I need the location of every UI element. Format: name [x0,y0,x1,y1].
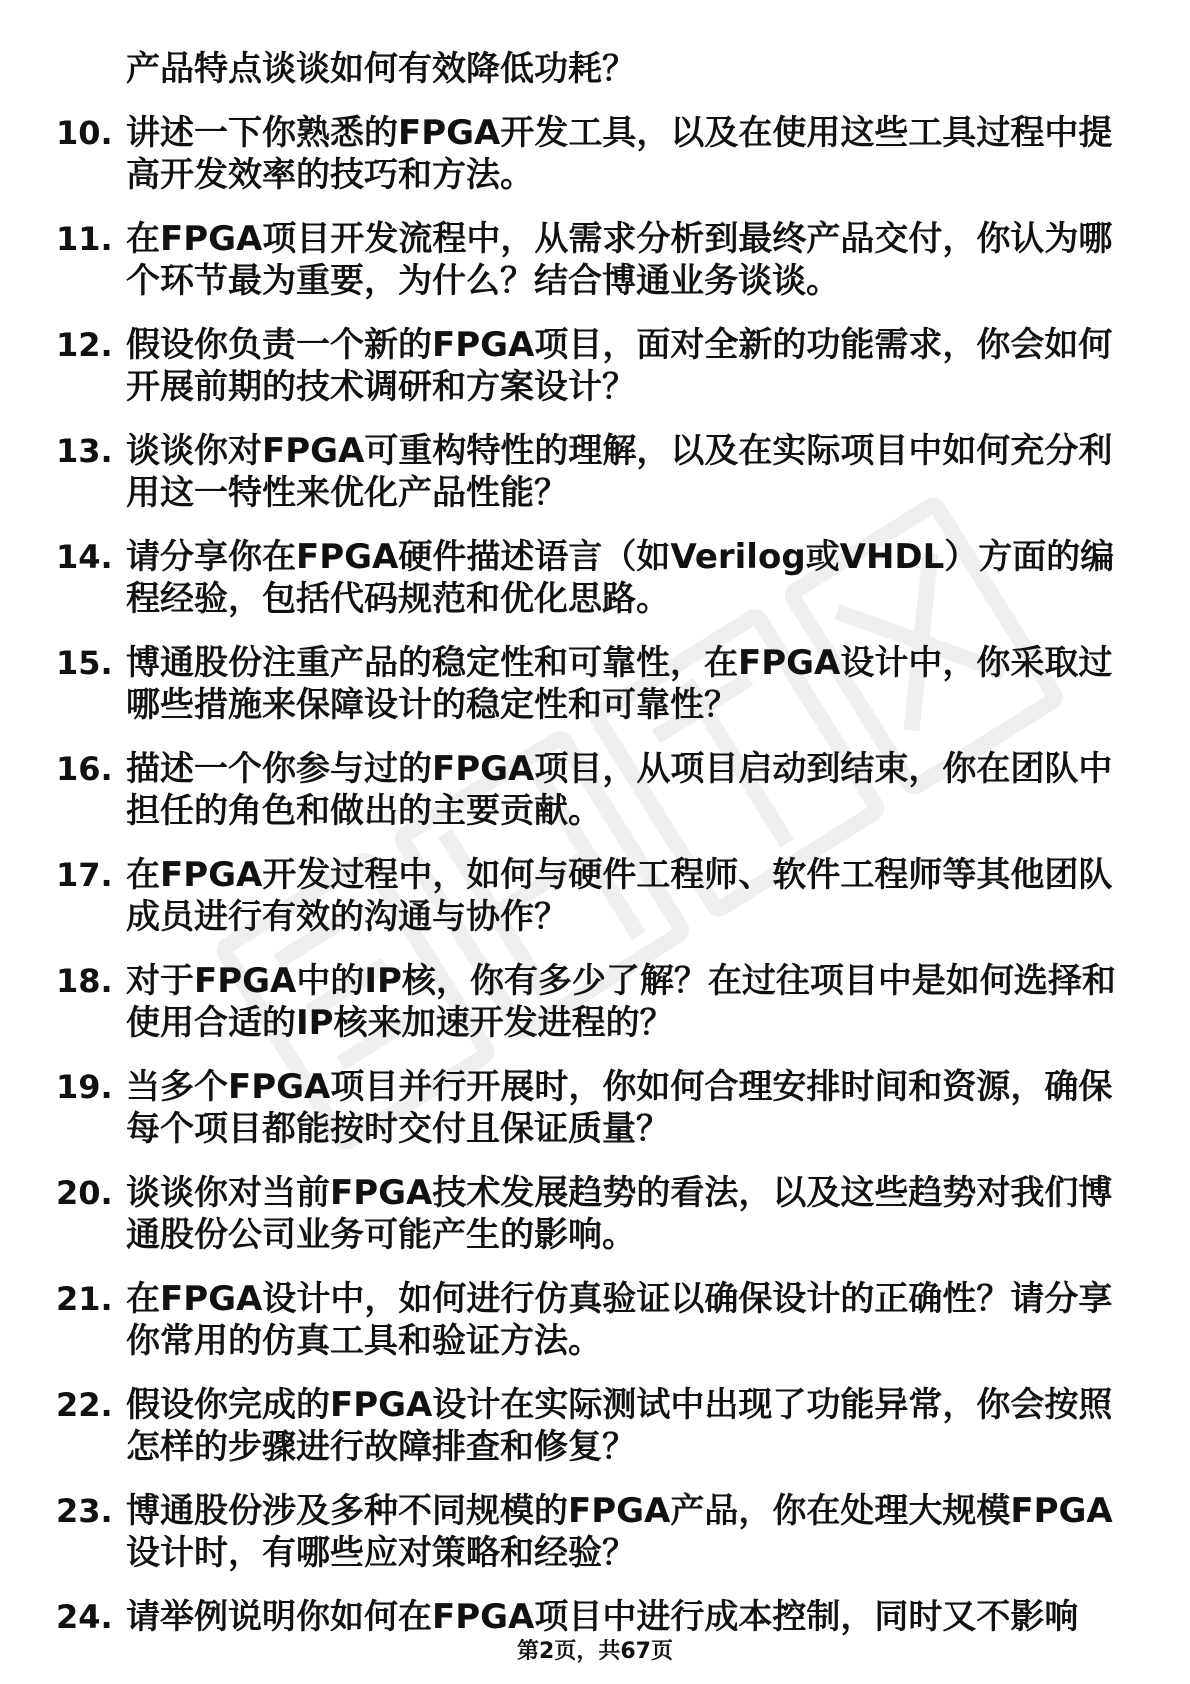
list-item [0,112,1190,196]
item-text: 博通股份注重产品的稳定性和可靠性，在FPGA设计中，你采取过哪些措施来保障设计的稳定性和可靠性？ [126,643,1113,725]
page-number: 第2页，共67页 [517,1639,673,1664]
item-number: 17. [56,856,113,894]
item-text: 请分享你在FPGA硬件描述语言（如Verilog或VHDL）方面的编程经验，包括代码规范和优化思路。 [126,537,1115,619]
list-item [0,324,1190,408]
list-item [0,1596,1190,1638]
item-text: 谈谈你对FPGA可重构特性的理解，以及在实际项目中如何充分利用这一特性来优化产品性能？ [126,431,1113,513]
item-text: 假设你完成的FPGA设计在实际测试中出现了功能异常，你会按照怎样的步骤进行故障排查和修复？ [126,1385,1113,1467]
item-number: 20. [56,1174,113,1212]
list-item [0,430,1190,514]
item-text: 博通股份涉及多种不同规模的FPGA产品，你在处理大规模FPGA设计时，有哪些应对策略和经验？ [126,1491,1113,1573]
item-text: 对于FPGA中的IP核，你有多少了解？在过往项目中是如何选择和使用合适的IP核来加速开发进程的？ [126,961,1116,1043]
item-number: 14. [56,538,113,576]
item-text: 当多个FPGA项目并行开展时，你如何合理安排时间和资源，确保每个项目都能按时交付且保证质量？ [126,1067,1113,1149]
list-item [0,536,1190,620]
list-item [0,748,1190,832]
item-number: 15. [56,644,113,682]
item-number: 21. [56,1280,113,1318]
list-item [0,1278,1190,1362]
item-text: 讲述一下你熟悉的FPGA开发工具，以及在使用这些工具过程中提高开发效率的技巧和方法。 [126,113,1113,195]
item-text: 在FPGA项目开发流程中，从需求分析到最终产品交付，你认为哪个环节最为重要，为什么？结合博通业务谈谈。 [126,219,1113,301]
item-text: 在FPGA设计中，如何进行仿真验证以确保设计的正确性？请分享你常用的仿真工具和验证方法。 [126,1279,1113,1361]
list-item [0,1384,1190,1468]
list-item [0,960,1190,1044]
list-item [0,854,1190,938]
item-number: 10. [56,114,113,152]
item-number: 22. [56,1386,113,1424]
list-item [0,218,1190,302]
list-item [0,1066,1190,1150]
list-item [0,1490,1190,1574]
list-item [0,1172,1190,1256]
item-number: 12. [56,326,113,364]
item-number: 18. [56,962,113,1000]
list-item [0,642,1190,726]
item-text: 在FPGA开发过程中，如何与硬件工程师、软件工程师等其他团队成员进行有效的沟通与协作？ [126,855,1113,937]
item-number: 24. [56,1598,113,1636]
item-number: 23. [56,1492,113,1530]
item-number: 19. [56,1068,113,1106]
item-text: 假设你负责一个新的FPGA项目，面对全新的功能需求，你会如何开展前期的技术调研和方案设计？ [126,325,1113,407]
item-text: 谈谈你对当前FPGA技术发展趋势的看法，以及这些趋势对我们博通股份公司业务可能产生的影响。 [126,1173,1113,1255]
item-number: 13. [56,432,113,470]
item-text: 请举例说明你如何在FPGA项目中进行成本控制，同时又不影响 [126,1597,1079,1637]
question-list [0,48,1190,1660]
item-number: 11. [56,220,113,258]
item-text: 描述一个你参与过的FPGA项目，从项目启动到结束，你在团队中担任的角色和做出的主要贡献。 [126,749,1113,831]
item-number: 16. [56,750,113,788]
continued-question-text: 产品特点谈谈如何有效降低功耗？ [126,49,636,89]
